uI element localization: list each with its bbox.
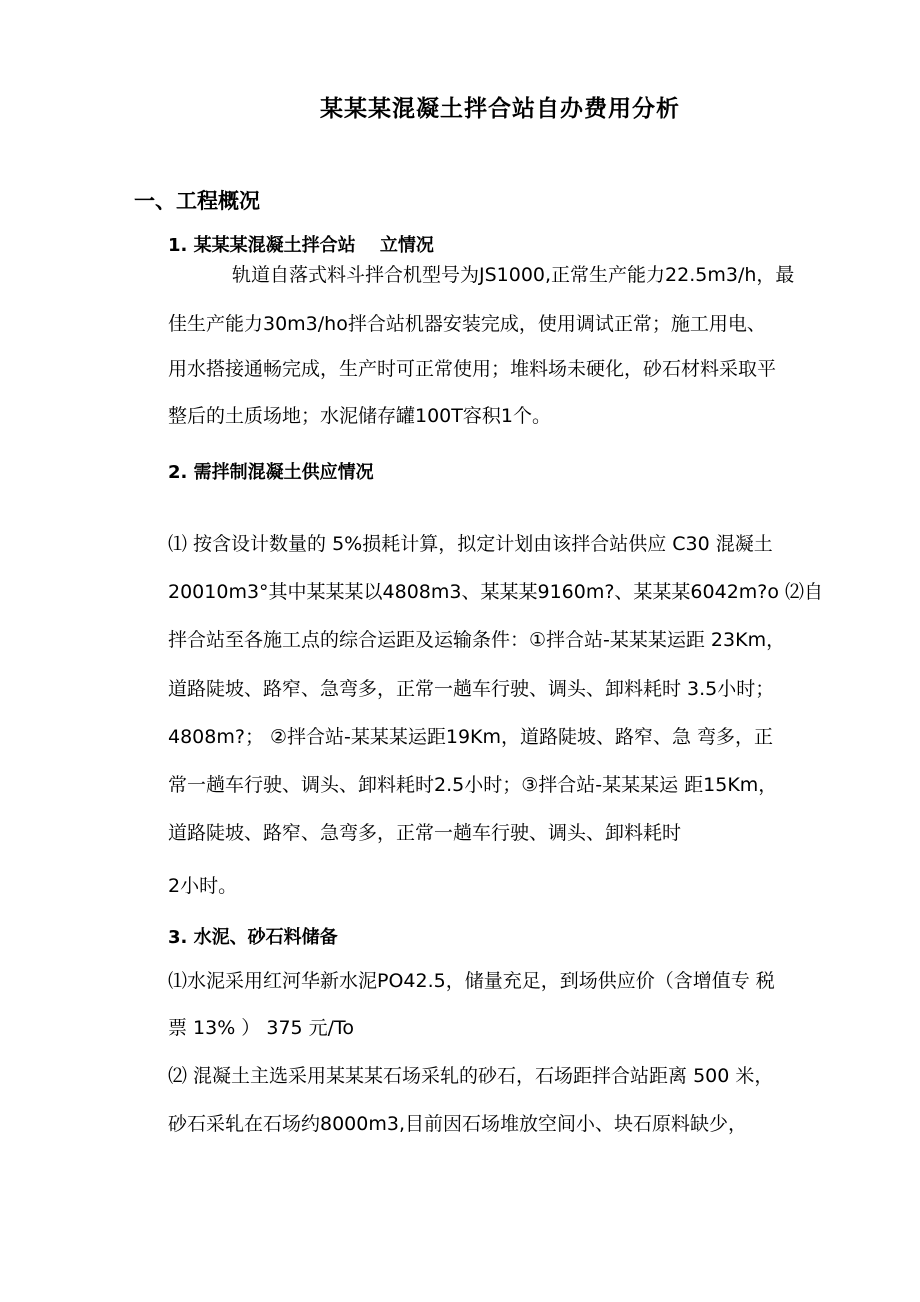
paragraph-line: 拌合站至各施工点的综合运距及运输条件：①拌合站-某某某运距 23Km， bbox=[168, 629, 786, 651]
paragraph-line: 用水搭接通畅完成，生产时可正常使用；堆料场未硬化，砂石材料采取平 bbox=[168, 358, 777, 380]
paragraph-line: 整后的土质场地；水泥储存罐100T容积1个。 bbox=[168, 405, 551, 427]
section-heading-overview: 一、工程概况 bbox=[134, 189, 260, 213]
paragraph-line: 4808m?； ②拌合站-某某某运距19Km，道路陡坡、路窄、急 弯多，正 bbox=[168, 726, 774, 748]
paragraph-line: 常一趟车行驶、调头、卸料耗时2.5小时；③拌合站-某某某运 距15Km， bbox=[168, 774, 778, 796]
paragraph-line: ⑵ 混凝土主选采用某某某石场采轧的砂石，石场距拌合站距离 500 米， bbox=[168, 1065, 774, 1087]
paragraph-line: ⑴水泥采用红河华新水泥PO42.5，储量充足，到场供应价（含增值专 税 bbox=[168, 970, 775, 992]
subheading-station-status: 1. 某某某混凝土拌合站 立情况 bbox=[168, 235, 434, 256]
paragraph-line: 砂石采轧在石场约8000m3,目前因石场堆放空间小、块石原料缺少， bbox=[168, 1113, 747, 1135]
paragraph-line: 票 13% ） 375 元/To bbox=[168, 1017, 355, 1039]
paragraph-line: 道路陡坡、路窄、急弯多，正常一趟车行驶、调头、卸料耗时 3.5小时； bbox=[168, 678, 775, 700]
subheading-material-reserve: 3. 水泥、砂石料储备 bbox=[168, 927, 338, 948]
document-title: 某某某混凝土拌合站自办费用分析 bbox=[320, 96, 680, 122]
paragraph-line: ⑴ 按含设计数量的 5%损耗计算，拟定计划由该拌合站供应 C30 混凝土 bbox=[168, 533, 773, 555]
paragraph-line: 道路陡坡、路窄、急弯多，正常一趟车行驶、调头、卸料耗时 bbox=[168, 822, 682, 844]
subheading-concrete-supply: 2. 需拌制混凝土供应情况 bbox=[168, 462, 374, 483]
paragraph-line: 轨道自落式料斗拌合机型号为JS1000,正常生产能力22.5m3/h，最 bbox=[232, 264, 795, 286]
paragraph-line: 佳生产能力30m3/ho拌合站机器安装完成，使用调试正常；施工用电、 bbox=[168, 313, 766, 335]
paragraph-line: 2小时。 bbox=[168, 875, 238, 897]
paragraph-line: 20010m3°其中某某某以4808m3、某某某9160m?、某某某6042m?o ⑵自 bbox=[168, 581, 824, 603]
